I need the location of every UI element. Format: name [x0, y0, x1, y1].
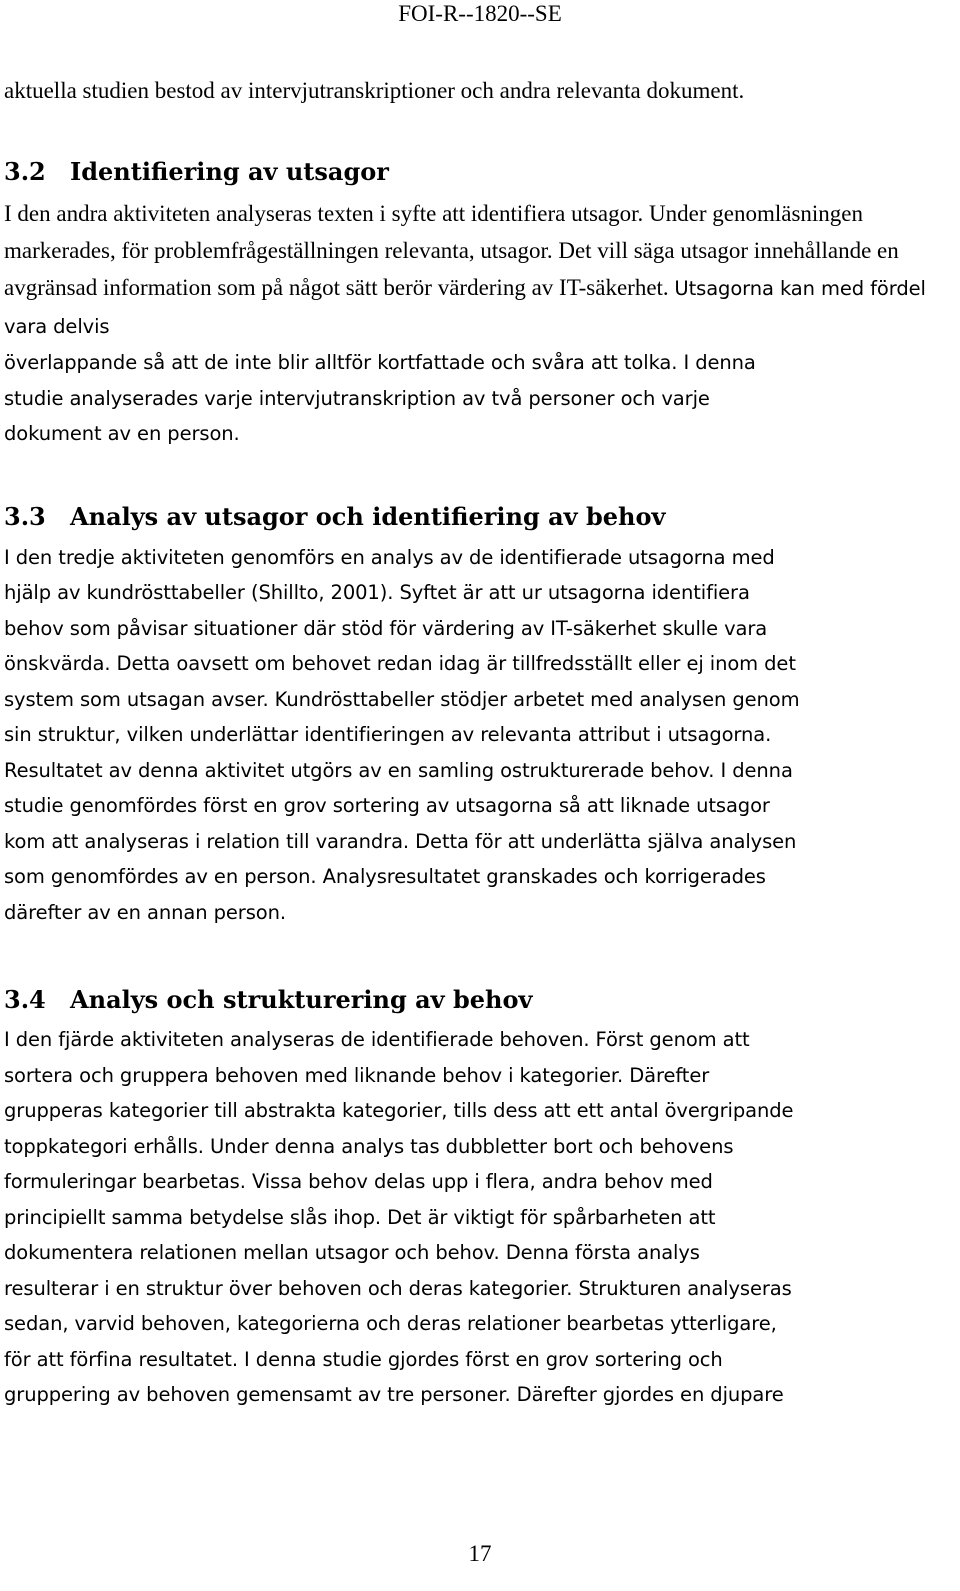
text-line: därefter av en annan person.: [4, 900, 286, 924]
text-line: I den tredje aktiviteten genomförs en analys av de identifierade utsagorna med: [4, 545, 775, 569]
document-body: [4, 72, 950, 1413]
text-line: formuleringar bearbetas. Vissa behov delas upp i flera, andra behov med: [4, 1170, 713, 1193]
section-3-3-paragraph: [4, 540, 950, 931]
text-line: studie genomfördes först en grov sortering av utsagorna så att liknade utsagor: [4, 794, 770, 817]
section-number: 3.4: [4, 985, 46, 1014]
text-line: studie analyserades varje intervjutranskription av två personer och varje: [4, 386, 710, 410]
text-line: I den fjärde aktiviteten analyseras de identifierade behoven. Först genom att: [4, 1028, 750, 1051]
text-line: toppkategori erhålls. Under denna analys tas dubbletter bort och behovens: [4, 1134, 734, 1158]
section-3-2-paragraph-serif: [4, 195, 950, 345]
text-line: sedan, varvid behoven, kategorierna och deras relationer bearbetas ytterligare,: [4, 1312, 777, 1335]
section-title: Analys och strukturering av behov: [70, 985, 533, 1014]
text-line: för att förfina resultatet. I denna studie gjordes först en grov sortering och: [4, 1347, 723, 1371]
text-line: grupperas kategorier till abstrakta kategorier, tills dess att ett antal övergripande: [4, 1099, 794, 1122]
text-line: överlappande så att de inte blir alltför kortfattade och svåra att tolka. I denna: [4, 351, 756, 374]
text-line: gruppering av behoven gemensamt av tre personer. Därefter gjordes en djupare: [4, 1383, 784, 1406]
page-number: 17: [468, 1541, 492, 1566]
text-line: system som utsagan avser. Kundrösttabeller stödjer arbetet med analysen genom: [4, 687, 800, 711]
text-line: behov som påvisar situationer där stöd för värdering av IT-säkerhet skulle vara: [4, 616, 768, 640]
text-line: hjälp av kundrösttabeller (Shillto, 2001). Syftet är att ur utsagorna identifiera: [4, 581, 750, 604]
text-line: aktuella studien bestod av intervjutranskriptioner och andra relevanta: [4, 78, 641, 103]
text-line: sortera och gruppera behoven med liknande behov i kategorier. Därefter: [4, 1063, 710, 1087]
text-line: kom att analyseras i relation till varandra. Detta för att underlätta själva analysen: [4, 829, 797, 853]
text-line: önskvärda. Detta oavsett om behovet redan idag är tillfredsställt eller ej inom det: [4, 652, 796, 675]
section-heading-3-3: [4, 494, 950, 540]
section-number: 3.2: [4, 157, 46, 186]
text-line: sin struktur, vilken underlättar identifieringen av relevanta attribut i utsagorna.: [4, 723, 772, 746]
text-line: dokumentera relationen mellan utsagor och behov. Denna första analys: [4, 1241, 700, 1264]
text-line: I den andra aktiviteten analyseras texten i syfte att identifiera utsagor. Under: [4, 201, 707, 226]
intro-paragraph: [4, 72, 950, 109]
section-title: Analys av utsagor och identifiering av behov: [70, 501, 666, 531]
section-title: Identifiering av utsagor: [70, 157, 389, 186]
section-3-2-paragraph-sans: [4, 345, 950, 452]
text-segment-serif: berör värdering av IT-säkerhet.: [383, 275, 669, 300]
section-heading-3-4: [4, 978, 950, 1022]
section-number: 3.3: [4, 501, 46, 531]
text-line: dokument.: [646, 78, 745, 103]
text-line: som genomfördes av en person. Analysresultatet granskades och korrigerades: [4, 865, 766, 888]
report-id-header: FOI-R--1820--SE: [398, 1, 562, 26]
text-line: Det vill säga utsagor innehållande en avgränsad information som på något sätt: [4, 238, 899, 300]
text-line: principiellt samma betydelse slås ihop. Det är viktigt för spårbarheten att: [4, 1205, 716, 1229]
text-line: genomläsningen markerades, för problemfrågeställningen relevanta, utsagor.: [4, 201, 864, 263]
section-3-4-paragraph: [4, 1022, 950, 1413]
text-segment-sans: Utsagorna kan med fördel vara delvis: [4, 277, 926, 338]
text-line: dokument av en person.: [4, 422, 240, 445]
section-heading-3-2: [4, 149, 950, 195]
text-line: resulterar i en struktur över behoven och deras kategorier. Strukturen analyseras: [4, 1276, 792, 1300]
text-line: Resultatet av denna aktivitet utgörs av en samling ostrukturerade behov. I denna: [4, 758, 793, 782]
